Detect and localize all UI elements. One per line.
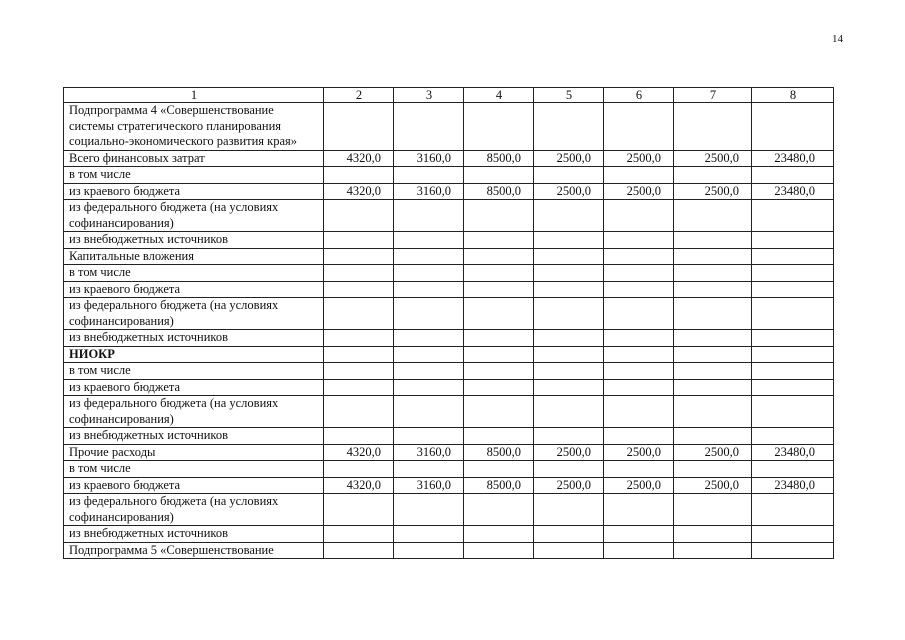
- value-cell: [534, 428, 604, 445]
- row-label: из федерального бюджета (на условиях софинансирования): [64, 494, 324, 526]
- value-cell: [394, 542, 464, 559]
- value-cell: [604, 200, 674, 232]
- row-label: в том числе: [64, 167, 324, 184]
- value-cell: [324, 103, 394, 151]
- value-cell: [464, 298, 534, 330]
- value-cell: 3160,0: [394, 444, 464, 461]
- value-cell: [394, 103, 464, 151]
- value-cell: [604, 428, 674, 445]
- header-cell: 2: [324, 88, 394, 103]
- header-cell: 3: [394, 88, 464, 103]
- value-cell: 2500,0: [604, 444, 674, 461]
- value-cell: 2500,0: [534, 150, 604, 167]
- value-cell: 2500,0: [674, 183, 752, 200]
- value-cell: [604, 298, 674, 330]
- value-cell: [464, 281, 534, 298]
- value-cell: [534, 396, 604, 428]
- value-cell: [752, 526, 834, 543]
- value-cell: 23480,0: [752, 183, 834, 200]
- row-label: Всего финансовых затрат: [64, 150, 324, 167]
- value-cell: [324, 461, 394, 478]
- value-cell: [534, 298, 604, 330]
- value-cell: [324, 346, 394, 363]
- value-cell: [674, 461, 752, 478]
- value-cell: 2500,0: [674, 477, 752, 494]
- value-cell: [464, 428, 534, 445]
- value-cell: [394, 379, 464, 396]
- value-cell: [674, 330, 752, 347]
- value-cell: [752, 494, 834, 526]
- table-row: [64, 265, 834, 282]
- value-cell: [324, 281, 394, 298]
- value-cell: [752, 167, 834, 184]
- value-cell: [394, 494, 464, 526]
- value-cell: [394, 396, 464, 428]
- value-cell: [394, 330, 464, 347]
- value-cell: 2500,0: [534, 444, 604, 461]
- table-row: [64, 330, 834, 347]
- value-cell: 3160,0: [394, 183, 464, 200]
- value-cell: 23480,0: [752, 150, 834, 167]
- header-cell: 7: [674, 88, 752, 103]
- table-row: [64, 281, 834, 298]
- value-cell: [324, 330, 394, 347]
- value-cell: [674, 248, 752, 265]
- value-cell: [674, 346, 752, 363]
- value-cell: 23480,0: [752, 477, 834, 494]
- table-row: [64, 542, 834, 559]
- value-cell: [534, 542, 604, 559]
- value-cell: [464, 232, 534, 249]
- value-cell: [752, 248, 834, 265]
- header-cell: 8: [752, 88, 834, 103]
- value-cell: [394, 232, 464, 249]
- value-cell: [674, 526, 752, 543]
- value-cell: [394, 526, 464, 543]
- table-row: [64, 298, 834, 330]
- value-cell: [752, 396, 834, 428]
- table-row: [64, 150, 834, 167]
- value-cell: [464, 379, 534, 396]
- value-cell: [604, 248, 674, 265]
- value-cell: 2500,0: [604, 150, 674, 167]
- value-cell: [752, 265, 834, 282]
- value-cell: [464, 265, 534, 282]
- value-cell: 3160,0: [394, 150, 464, 167]
- value-cell: [534, 265, 604, 282]
- value-cell: 2500,0: [534, 183, 604, 200]
- value-cell: [324, 232, 394, 249]
- row-label: в том числе: [64, 265, 324, 282]
- value-cell: [464, 167, 534, 184]
- value-cell: [534, 232, 604, 249]
- table-row: [64, 248, 834, 265]
- value-cell: 4320,0: [324, 150, 394, 167]
- value-cell: [604, 379, 674, 396]
- table-row: [64, 444, 834, 461]
- value-cell: [604, 281, 674, 298]
- value-cell: [324, 363, 394, 380]
- value-cell: [464, 103, 534, 151]
- financing-table: [63, 87, 834, 559]
- value-cell: [464, 542, 534, 559]
- page-number: 14: [832, 33, 843, 45]
- value-cell: [394, 281, 464, 298]
- value-cell: [674, 298, 752, 330]
- value-cell: [674, 428, 752, 445]
- value-cell: [604, 526, 674, 543]
- row-label: Подпрограмма 4 «Совершенствование системы стратегического планирования социально-экономического развития края»: [64, 103, 324, 151]
- value-cell: [534, 526, 604, 543]
- row-label: из внебюджетных источников: [64, 428, 324, 445]
- row-label: в том числе: [64, 363, 324, 380]
- header-cell: 5: [534, 88, 604, 103]
- value-cell: [464, 461, 534, 478]
- value-cell: [674, 396, 752, 428]
- value-cell: [394, 167, 464, 184]
- value-cell: [752, 298, 834, 330]
- value-cell: [464, 494, 534, 526]
- table-row: [64, 363, 834, 380]
- value-cell: [324, 428, 394, 445]
- row-label: из краевого бюджета: [64, 281, 324, 298]
- value-cell: [674, 167, 752, 184]
- value-cell: [604, 103, 674, 151]
- value-cell: [674, 103, 752, 151]
- table-header-row: [64, 88, 834, 103]
- value-cell: 4320,0: [324, 183, 394, 200]
- value-cell: [534, 248, 604, 265]
- value-cell: [464, 363, 534, 380]
- value-cell: [752, 379, 834, 396]
- table-row: [64, 200, 834, 232]
- value-cell: [534, 461, 604, 478]
- value-cell: [674, 265, 752, 282]
- value-cell: 4320,0: [324, 477, 394, 494]
- value-cell: [534, 494, 604, 526]
- value-cell: 8500,0: [464, 477, 534, 494]
- value-cell: [604, 330, 674, 347]
- value-cell: [324, 526, 394, 543]
- value-cell: [394, 248, 464, 265]
- value-cell: [604, 346, 674, 363]
- value-cell: 2500,0: [534, 477, 604, 494]
- row-label: из внебюджетных источников: [64, 526, 324, 543]
- row-label: из внебюджетных источников: [64, 232, 324, 249]
- value-cell: [464, 526, 534, 543]
- table-row: [64, 477, 834, 494]
- value-cell: [324, 298, 394, 330]
- value-cell: [752, 330, 834, 347]
- table-row: [64, 526, 834, 543]
- value-cell: [534, 103, 604, 151]
- value-cell: [464, 200, 534, 232]
- value-cell: [752, 103, 834, 151]
- value-cell: 8500,0: [464, 183, 534, 200]
- row-label: Прочие расходы: [64, 444, 324, 461]
- value-cell: [752, 363, 834, 380]
- value-cell: [534, 167, 604, 184]
- value-cell: [674, 379, 752, 396]
- value-cell: [324, 379, 394, 396]
- value-cell: [534, 330, 604, 347]
- value-cell: 2500,0: [674, 444, 752, 461]
- value-cell: [394, 428, 464, 445]
- value-cell: [674, 542, 752, 559]
- value-cell: [534, 346, 604, 363]
- table-row: [64, 167, 834, 184]
- table-body: [64, 88, 834, 559]
- value-cell: 8500,0: [464, 444, 534, 461]
- row-label: из федерального бюджета (на условиях софинансирования): [64, 200, 324, 232]
- row-label: Капитальные вложения: [64, 248, 324, 265]
- value-cell: [604, 396, 674, 428]
- value-cell: [464, 396, 534, 428]
- value-cell: [534, 200, 604, 232]
- value-cell: [604, 494, 674, 526]
- table-row: [64, 461, 834, 478]
- value-cell: [674, 494, 752, 526]
- row-label: из внебюджетных источников: [64, 330, 324, 347]
- value-cell: [464, 330, 534, 347]
- value-cell: 2500,0: [604, 183, 674, 200]
- table-row: [64, 428, 834, 445]
- value-cell: [674, 200, 752, 232]
- value-cell: [534, 379, 604, 396]
- value-cell: [674, 363, 752, 380]
- table-row: [64, 103, 834, 151]
- value-cell: [752, 461, 834, 478]
- value-cell: [324, 248, 394, 265]
- value-cell: 4320,0: [324, 444, 394, 461]
- value-cell: 2500,0: [604, 477, 674, 494]
- value-cell: [324, 494, 394, 526]
- row-label: в том числе: [64, 461, 324, 478]
- value-cell: [604, 167, 674, 184]
- value-cell: 2500,0: [674, 150, 752, 167]
- value-cell: [752, 542, 834, 559]
- value-cell: [674, 281, 752, 298]
- value-cell: [604, 461, 674, 478]
- table-row: [64, 379, 834, 396]
- table-row: [64, 346, 834, 363]
- value-cell: [394, 363, 464, 380]
- row-label: из федерального бюджета (на условиях софинансирования): [64, 396, 324, 428]
- value-cell: [752, 428, 834, 445]
- table-row: [64, 232, 834, 249]
- value-cell: [464, 346, 534, 363]
- row-label: из краевого бюджета: [64, 477, 324, 494]
- value-cell: [394, 200, 464, 232]
- header-cell: 1: [64, 88, 324, 103]
- value-cell: [394, 461, 464, 478]
- value-cell: [324, 167, 394, 184]
- value-cell: 3160,0: [394, 477, 464, 494]
- row-label: из краевого бюджета: [64, 183, 324, 200]
- row-label: из федерального бюджета (на условиях софинансирования): [64, 298, 324, 330]
- row-label: НИОКР: [64, 346, 324, 363]
- value-cell: [604, 265, 674, 282]
- value-cell: [394, 265, 464, 282]
- header-cell: 4: [464, 88, 534, 103]
- value-cell: [324, 542, 394, 559]
- value-cell: 8500,0: [464, 150, 534, 167]
- value-cell: [604, 542, 674, 559]
- value-cell: [324, 200, 394, 232]
- table-row: [64, 396, 834, 428]
- value-cell: [324, 396, 394, 428]
- value-cell: [324, 265, 394, 282]
- value-cell: [394, 346, 464, 363]
- table-row: [64, 494, 834, 526]
- value-cell: [752, 232, 834, 249]
- value-cell: [464, 248, 534, 265]
- value-cell: [604, 232, 674, 249]
- value-cell: 23480,0: [752, 444, 834, 461]
- value-cell: [752, 281, 834, 298]
- value-cell: [394, 298, 464, 330]
- table-row: [64, 183, 834, 200]
- value-cell: [752, 346, 834, 363]
- header-cell: 6: [604, 88, 674, 103]
- row-label: Подпрограмма 5 «Совершенствование: [64, 542, 324, 559]
- value-cell: [604, 363, 674, 380]
- value-cell: [534, 281, 604, 298]
- value-cell: [752, 200, 834, 232]
- row-label: из краевого бюджета: [64, 379, 324, 396]
- value-cell: [674, 232, 752, 249]
- value-cell: [534, 363, 604, 380]
